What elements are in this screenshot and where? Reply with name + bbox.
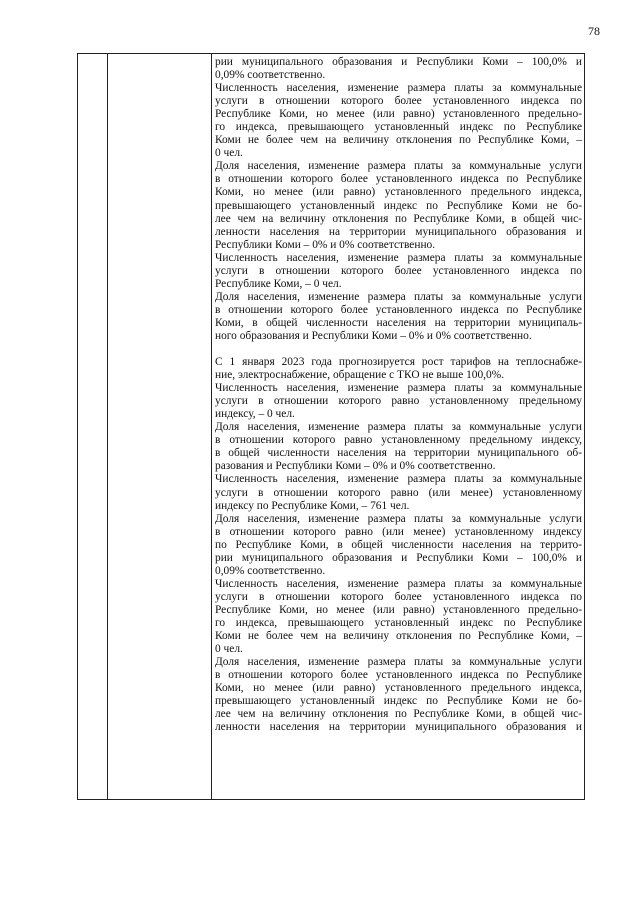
- text-line: в отношении которого более установленного индекса по Республике: [215, 303, 582, 316]
- text-line: ного образования и Республики Коми – 0% и 0% соответственно.: [215, 329, 532, 342]
- document-table: [77, 53, 585, 800]
- text-line: Коми не более чем на величину отклонения по Республике Коми, –: [215, 134, 582, 147]
- paragraph-gap: [215, 343, 582, 356]
- text-line: го индекса, превышающего установленный индекс по Республике: [215, 616, 582, 629]
- text-line: Республике Коми, но менее (или равно) установленного предельно-: [215, 603, 582, 616]
- text-line: в отношении которого более установленного индекса по Республике: [215, 173, 582, 186]
- text-line: рии муниципального образования и Республики Коми – 100,0% и: [215, 56, 582, 68]
- text-line: Коми, но менее (или равно) установленного предельного индекса,: [215, 682, 582, 695]
- text-line: услуги в отношении которого более установленного индекса по: [215, 95, 582, 108]
- text-line: в отношении которого равно (или менее) установленному индексу: [215, 525, 582, 538]
- text-line: в отношении которого равно установленному предельному индексу,: [215, 434, 582, 447]
- text-line: го индекса, превышающего установленный индекс по Республике: [215, 121, 582, 134]
- text-line: по Республике Коми, в общей численности населения на террито-: [215, 538, 582, 551]
- table-text-cell: [215, 56, 582, 734]
- text-line: Численность населения, изменение размера платы за коммунальные: [215, 251, 582, 264]
- text-line: 0 чел.: [215, 643, 243, 656]
- text-line: лее чем на величину отклонения по Республике Коми, в общей чис-: [215, 708, 582, 721]
- paragraph: [215, 291, 582, 343]
- text-line: превышающего установленный индекс по Республике Коми не бо-: [215, 199, 582, 212]
- paragraph: [215, 578, 582, 656]
- text-line: Доля населения, изменение размера платы за коммунальные услуги: [215, 512, 582, 525]
- text-line: ленности населения на территории муниципального образования и: [215, 721, 582, 734]
- text-line: разования и Республики Коми – 0% и 0% соответственно.: [215, 460, 496, 473]
- paragraph: [215, 382, 582, 421]
- paragraph: [215, 356, 582, 382]
- text-line: 0 чел.: [215, 147, 243, 160]
- text-line: Республике Коми, но менее (или равно) установленного предельно-: [215, 108, 582, 121]
- text-line: Численность населения, изменение размера платы за коммунальные: [215, 382, 582, 395]
- page-number: 78: [588, 24, 600, 38]
- text-line: в отношении которого более установленного индекса по Республике: [215, 669, 582, 682]
- text-line: в общей численности населения на территории муниципального об-: [215, 447, 582, 460]
- paragraph: [215, 82, 582, 160]
- text-line: Доля населения, изменение размера платы за коммунальные услуги: [215, 421, 582, 434]
- text-line: услуги в отношении которого более установленного индекса по: [215, 264, 582, 277]
- text-line: рии муниципального образования и Республики Коми – 100,0% и: [215, 551, 582, 564]
- text-line: 0,09% соответственно.: [215, 564, 326, 577]
- text-line: Доля населения, изменение размера платы за коммунальные услуги: [215, 290, 582, 303]
- text-line: индексу по Республике Коми, – 761 чел.: [215, 499, 410, 512]
- text-line: превышающего установленный индекс по Республике Коми не бо-: [215, 695, 582, 708]
- text-line: Доля населения, изменение размера платы за коммунальные услуги: [215, 656, 582, 669]
- text-line: услуги в отношении которого более установленного индекса по: [215, 590, 582, 603]
- text-line: индексу, – 0 чел.: [215, 408, 295, 421]
- text-line: С 1 января 2023 года прогнозируется рост тарифов на теплоснабже-: [215, 356, 582, 369]
- text-line: лее чем на величину отклонения по Республике Коми, в общей чис-: [215, 212, 582, 225]
- text-line: Коми, в общей численности населения на территории муниципаль-: [215, 316, 582, 329]
- text-line: услуги в отношении которого равно установленному предельному: [215, 395, 582, 408]
- text-line: услуги в отношении которого равно (или менее) установленному: [215, 486, 582, 499]
- paragraph: [215, 252, 582, 291]
- paragraph: [215, 656, 582, 734]
- paragraph: [215, 473, 582, 512]
- column-divider-2: [211, 54, 212, 799]
- text-line: Численность населения, изменение размера платы за коммунальные: [215, 577, 582, 590]
- text-line: Численность населения, изменение размера платы за коммунальные: [215, 473, 582, 486]
- column-divider-1: [107, 54, 108, 799]
- text-line: ленности населения на территории муниципального образования и: [215, 225, 582, 238]
- text-line: Республики Коми – 0% и 0% соответственно.: [215, 238, 436, 251]
- paragraph: [215, 160, 582, 251]
- paragraph: [215, 56, 582, 82]
- text-line: Республике Коми, – 0 чел.: [215, 277, 342, 290]
- text-line: ние, электроснабжение, обращение с ТКО не выше 100,0%.: [215, 369, 505, 382]
- text-line: Численность населения, изменение размера платы за коммунальные: [215, 82, 582, 95]
- text-line: Доля населения, изменение размера платы за коммунальные услуги: [215, 160, 582, 173]
- paragraph: [215, 513, 582, 578]
- text-line: Коми не более чем на величину отклонения по Республике Коми, –: [215, 630, 582, 643]
- paragraph: [215, 421, 582, 473]
- text-line: 0,09% соответственно.: [215, 69, 326, 82]
- text-line: Коми, но менее (или равно) установленного предельного индекса,: [215, 186, 582, 199]
